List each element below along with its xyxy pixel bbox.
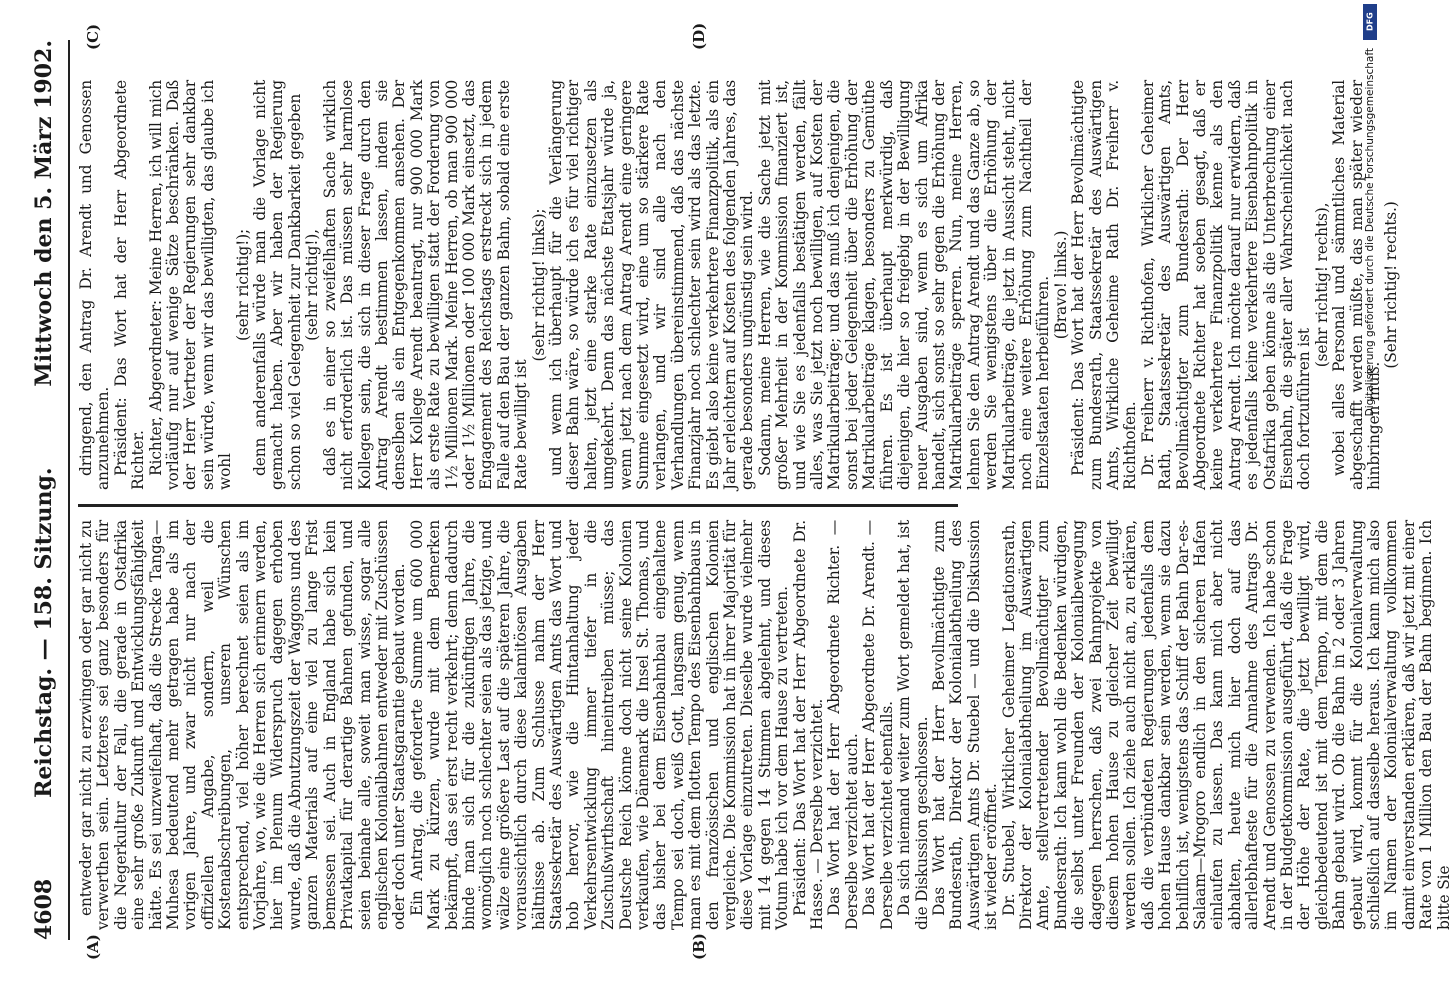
paragraph: entweder gar nicht zu erzwingen oder gar nicht zu verwerthen sein. Letzteres sei ganz besonders für die Negerkultur der Fall, die gerade in Ostafrika eine sehr große Zukunft und Entwicklungsfähigkeit hätte. Es sei unzweifelhaft, daß die Strecke Tanga—Muhesa bedeutend mehr getragen habe als im vorigen Jahre, und zwar nicht nur nach der offiziellen Angabe, sondern, weil die Kostenabschreibungen, unseren Wünschen entsprechend, viel höher berechnet seien als im Vorjahre, wo, wie die Herren sich erinnern werden, hier im Plenum Widerspruch dagegen erhoben wurde, daß die Abnutzungszeit der Waggons und des ganzen Materials auf eine viel zu lange Frist bemessen sei. Auch in England habe sich kein Privatkapital für derartige Bahnen gefunden, und seien beinahe alle, soweit man wisse, sogar alle englischen Kolonialbahnen entweder mit Zuschüssen oder doch unter Staatsgarantie gebaut worden.	[77, 520, 409, 930]
paragraph: und wenn ich überhaupt für die Verlängerung dieser Bahn wäre, so würde ich es für viel richtiger halten, jetzt eine starke Rate einzusetzen als umgekehrt. Denn das nächste Etatsjahr würde ja, wenn jetzt nach dem Antrag Arendt eine geringere Summe eingesetzt wird, eine um so stärkere Rate verlangen, und wir sind alle nach den Verhandlungen übereinstimmend, daß das nächste Finanzjahr noch schlechter sein wird als das letzte. Es giebt also keine verkehrtere Finanzpolitik, als ein Jahr erleichtern auf Kosten des folgenden Jahres, das gerade besonders ungünstig sein wird.	[546, 80, 757, 490]
chamber-session: Reichstag. — 158. Sitzung.	[31, 467, 57, 798]
paragraph: Das Wort hat der Herr Abgeordnete Richter. — Derselbe verzichtet auch.	[825, 520, 861, 930]
header-rule	[68, 40, 70, 940]
paragraph: Ein Antrag, die geforderte Summe um 600 000 Mark zu kürzen, wurde mit dem Bemerken bekämpft, das sei erst recht verkehrt; denn dadurch binde man sich für die zukünftigen Jahre, die womöglich noch schlechter seien als das jetzige, und wälze eine größere Last auf die späteren Jahre, die voraussichtlich durch diese kalamitösen Ausgaben hältnisse ab. Zum Schlusse nahm der Herr Staatssekretär des Auswärtigen Amts das Wort und hob hervor, wie die Hintanhaltung jeder Verkehrsentwicklung immer tiefer in die Zuschußwirthschaft hineintreiben müsse; das Deutsche Reich könne doch nicht seine Kolonien verkaufen, wie Dänemark die Insel St. Thomas, und das bisher bei dem Eisenbahnbau eingehaltene Tempo sei doch, weiß Gott, langsam genug, wenn man es mit dem flotten Tempo des Eisenbahnbaus in den französischen und englischen Kolonien vergleiche. Die Kommission hat in ihrer Majorität für diese Vorlage einzutreten. Dieselbe wurde vielmehr mit 14 gegen 14 Stimmen abgelehnt, und dieses Votum habe ich vor dem Hause zu vertreten.	[407, 520, 792, 930]
paragraph: Präsident: Das Wort hat der Herr Abgeordnete Richter.	[111, 80, 148, 490]
paragraph: Richter, Abgeordneter: Meine Herren, ich will mich vorläufig nur auf wenige Sätze beschränken. Daß der Herr Vertreter der Regierungen sehr dankbar sein würde, wenn wir das bewilligten, das glaube ich wohl	[146, 80, 235, 490]
digitization-note: Digitalisierung gefördert durch die Deutsche Forschungsgemeinschaft	[1364, 48, 1376, 417]
column-divider	[78, 504, 958, 507]
paragraph: Dr. Freiherr v. Richthofen, Wirklicher Geheimer Rath, Staatssekretär des Auswärtigen Amts, Bevollmächtigter zum Bundesrath: Der Herr Abgeordnete Richter hat soeben gesagt, daß er keine verkehrtere Finanzpolitik kenne als den Antrag Arendt. Ich möchte darauf nur erwidern, daß es jedenfalls keine verkehrtere Eisenbahnpolitik in Ostafrika geben könne als die Unterbrechung einer Eisenbahn, die später aller Wahrscheinlichkeit nach doch fortzuführen ist	[1138, 80, 1314, 490]
interjection: (Bravo! links.)	[1051, 230, 1070, 340]
paragraph: Dr. Stuebel, Wirklicher Geheimer Legationsrath, Direktor der Kolonialabtheilung im Auswärtigen Amte, stellvertretender Bevollmächtigter zum Bundesrath: Ich kann wohl die Bedenken würdigen, die selbst unter Freunden der Kolonialbewegung dagegen herrschen, daß zwei Bahnprojekte von diesem hohen Hause zu gleicher Zeit bewilligt werden sollen. Ich ziehe auch nicht an, zu erklären, daß die verbündeten Regierungen jedenfalls dem hohen Hause dankbar sein werden, wenn sie dazu behilflich ist, wenigstens das Schiff der Bahn Dar-es-Salaam—Mrogoro endlich in den sicheren Hafen einlaufen zu lassen. Das kann mich aber nicht abhalten, heute mich hier doch auf das allerlebhafteste für die Annahme des Antrags Dr. Arendt und Genossen zu verwenden. Ich habe schon in der Budgetkommission ausgeführt, daß die Frage der Höhe der Rate, die jetzt bewilligt wird, gleichbedeutend ist mit dem Tempo, mit dem die Bahn gebaut wird. Ob die Bahn in 2 oder 3 Jahren gebaut wird, kommt für die Kolonialverwaltung schließlich auf dasselbe heraus. Ich kann mich also im Namen der Kolonialverwaltung vollkommen damit einverstanden erklären, daß wir jetzt mit einer Rate von 1 Million den Bau der Bahn beginnen. Ich bitte Sie	[999, 520, 1453, 930]
paragraph: Das Wort hat der Herr Abgeordnete Dr. Arendt. — Derselbe verzichtet ebenfalls.	[860, 520, 896, 930]
interjection: (sehr richtig! links);	[529, 208, 548, 362]
margin-marker-c: (C)	[84, 23, 102, 50]
left-column	[77, 520, 1453, 930]
paragraph: daß es in einer so zweifelhaften Sache wirklich nicht erforderlich ist. Das müssen sehr harmlose Kollegen sein, die sich in dieser Frage durch den Antrag Arendt bestimmen lassen, indem sie denselben als ein Entgegenkommen ansehen. Der Herr Kollege Arendt beantragt, nur 900 000 Mark als erste Rate zu bewilligen statt der Forderung von 1½ Millionen Mark. Meine Herren, ob man 900 000 oder 1½ Millionen oder 100 000 Mark einsetzt, das Engagement des Reichstags erstreckt sich in jedem Falle auf den Bau der ganzen Bahn, sobald eine erste Rate bewilligt ist	[320, 80, 531, 490]
interjection: (sehr richtig!),	[303, 229, 322, 341]
paragraph: dringend, den Antrag Dr. Arendt und Genossen anzunehmen.	[77, 80, 113, 490]
session-date: Mittwoch den 5. März 1902.	[31, 40, 57, 387]
margin-marker-b: (B)	[690, 933, 708, 960]
dfg-logo: DFG	[1363, 4, 1377, 40]
interjection: (Sehr richtig! rechts.)	[1382, 201, 1401, 369]
paragraph: Das Wort hat der Herr Bevollmächtigte zum Bundesrath, Direktor der Kolonialabtheilung des Auswärtigen Amts Dr. Stuebel — und die Diskussion ist wieder eröffnet.	[929, 520, 1001, 930]
paragraph: Da sich niemand weiter zum Wort gemeldet hat, ist die Diskussion geschlossen.	[895, 520, 931, 930]
paragraph: Sodann, meine Herren, wie die Sache jetzt mit großer Mehrheit in der Kommission finanziert ist, und wie Sie es jedenfalls bestätigen werden, fällt alles, was Sie jetzt noch bewilligen, auf Kosten der Matrikularbeiträge; und das muß ich denjenigen, die sonst bei jeder Gelegenheit über die Erhöhung der Matrikularbeiträge klagen, besonders zu Gemüthe führen. Es ist überhaupt merkwürdig, daß diejenigen, die hier so freigebig in der Bewilligung neuer Ausgaben sind, wenn es sich um Afrika handelt, sich sonst so sehr gegen die Erhöhung der Matrikularbeiträge sperren. Nun, meine Herren, lehnen Sie den Antrag Arendt und das Ganze ab, so werden Sie wenigstens über die Erhöhung der Matrikularbeiträge, die jetzt in Aussicht steht, nicht noch eine weitere Erhöhung zum Nachtheil der Einzelstaaten herbeiführen.	[755, 80, 1053, 490]
margin-marker-a: (A)	[84, 934, 102, 960]
page-header	[20, 40, 68, 940]
paragraph: denn anderenfalls würde man die Vorlage nicht gemacht haben. Aber wir haben der Regierung schon so viel Gelegenheit zur Dankbarkeit gegeben	[251, 80, 304, 490]
margin-marker-d: (D)	[690, 22, 708, 50]
page-number: 4608	[31, 878, 57, 940]
interjection: (sehr richtig! rechts),	[1312, 202, 1331, 368]
digitization-sidebar	[1361, 0, 1379, 1000]
paragraph: Präsident: Das Wort hat der Herr Abgeordnete Dr. Hasse. — Derselbe verzichtet.	[790, 520, 827, 930]
paragraph: Präsident: Das Wort hat der Herr Bevollmächtigte zum Bundesrath, Staatssekretär des Auswärtigen Amts, Wirkliche Geheime Rath Dr. Freiherr v. Richthofen.	[1069, 80, 1140, 490]
interjection: (sehr richtig!);	[233, 229, 252, 341]
paragraph: wobei alles Personal und sämmtliches Material abgeschafft werden müßte, das man später wieder hinbringen muß.	[1330, 80, 1384, 490]
